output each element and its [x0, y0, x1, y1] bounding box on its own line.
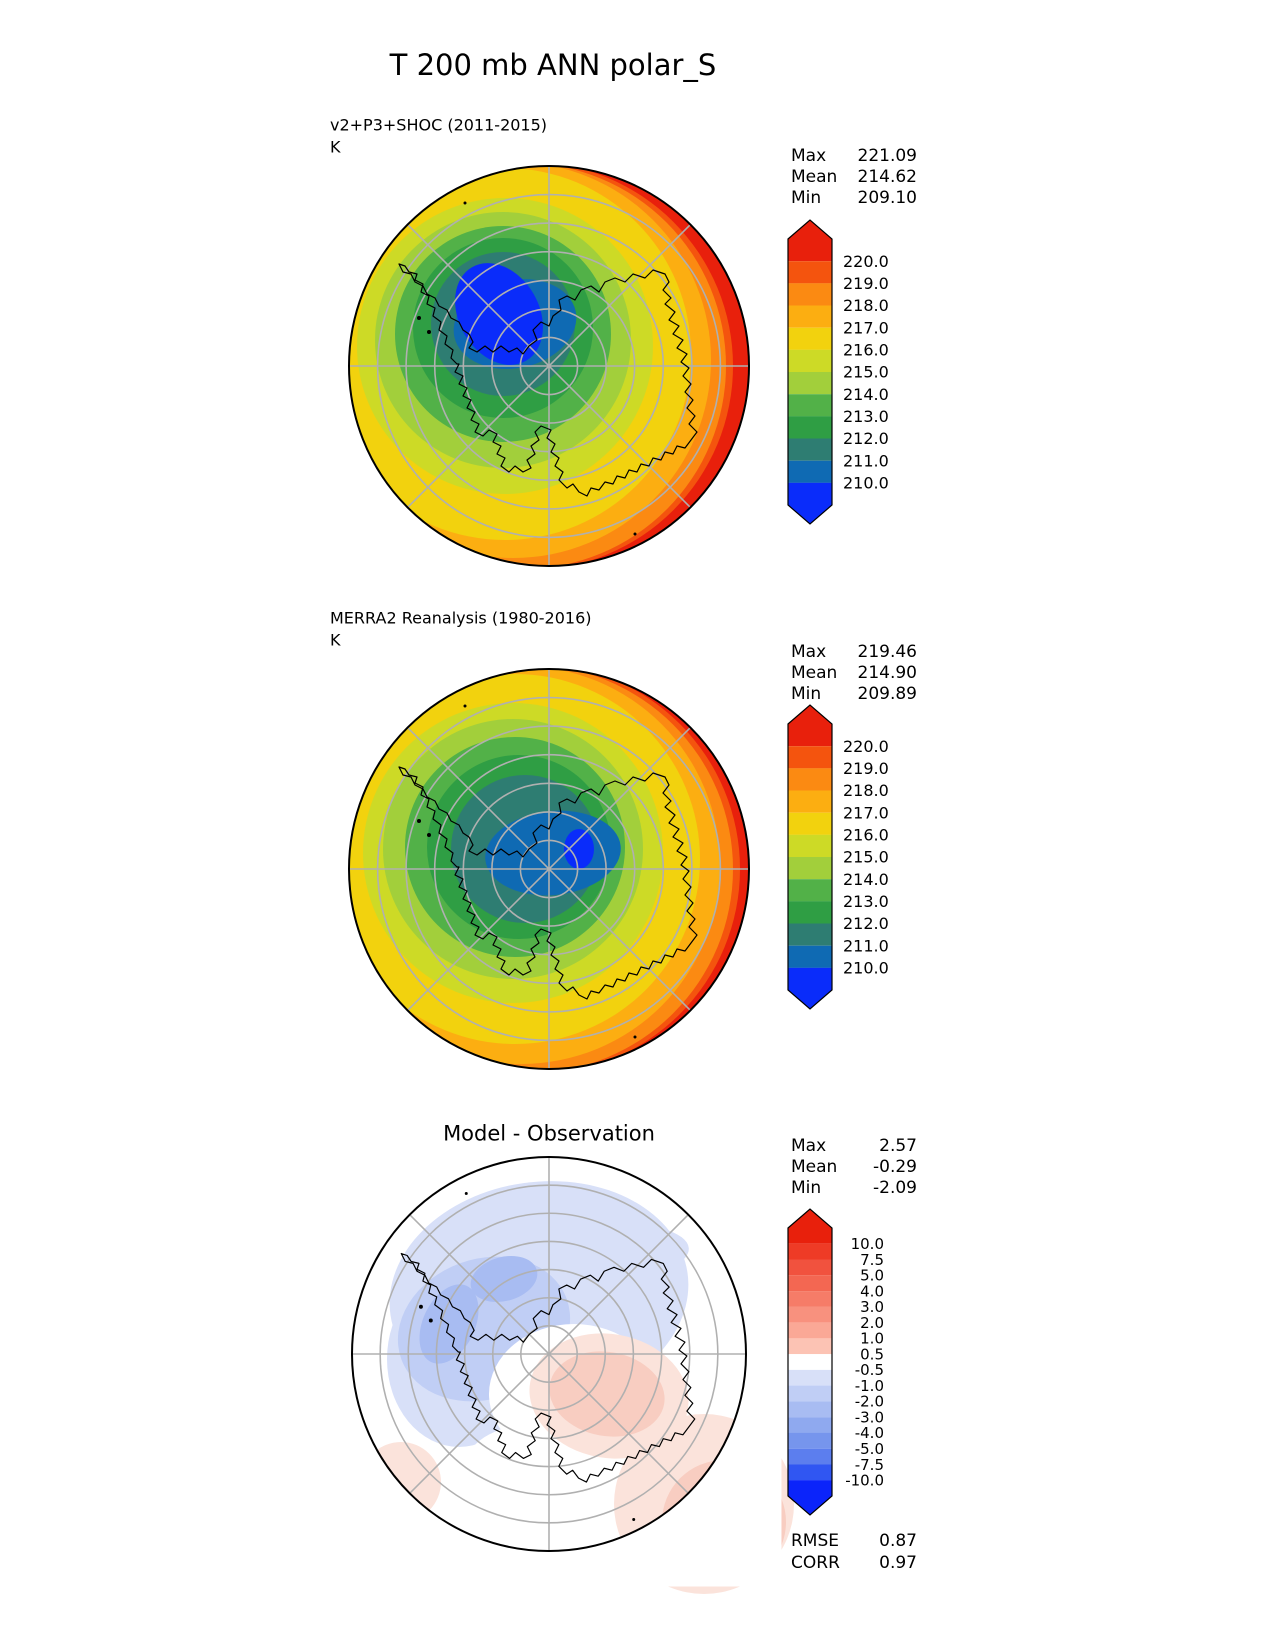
panel2-subtitle: MERRA2 Reanalysis (1980-2016) — [330, 608, 592, 628]
colorbar-band — [788, 1244, 832, 1260]
colorbar-tick-label: -0.5 — [854, 1361, 884, 1380]
colorbar-band — [788, 1323, 832, 1339]
colorbar-band — [788, 1354, 832, 1370]
panel1-units: K — [330, 137, 341, 157]
stat-mean-label: Mean — [791, 166, 838, 187]
colorbar-over-arrow — [788, 705, 832, 724]
colorbar-tick-label: 216.0 — [843, 825, 889, 845]
metric-corr-label: CORR — [791, 1552, 840, 1573]
colorbar-tick-label: 215.0 — [843, 362, 889, 382]
stat-mean-value: 214.90 — [857, 662, 917, 683]
colorbar-tick-label: -7.5 — [854, 1455, 884, 1474]
colorbar-band — [788, 1370, 832, 1386]
stat-min-value: 209.89 — [857, 683, 917, 704]
colorbar-band — [788, 306, 832, 328]
colorbar-band — [788, 1228, 832, 1244]
colorbar-tick-label: 219.0 — [843, 758, 889, 778]
colorbar-band — [788, 1417, 832, 1433]
colorbar-band — [788, 1401, 832, 1417]
colorbar-tick-label: 212.0 — [843, 914, 889, 934]
colorbar-band — [788, 879, 832, 901]
colorbar-tick-label: 220.0 — [843, 251, 889, 271]
colorbar-band — [788, 901, 832, 923]
stat-max-value: 219.46 — [857, 641, 917, 662]
colorbar-tick-label: -2.0 — [854, 1392, 884, 1411]
map-model — [313, 130, 785, 602]
panel2-units: K — [330, 630, 341, 650]
stat-max-value: 221.09 — [857, 145, 917, 166]
stat-min-value: 209.10 — [857, 187, 917, 208]
colorbar-tick-label: -1.0 — [854, 1376, 884, 1395]
colorbar-band — [788, 1449, 832, 1465]
colorbar-tick-label: 216.0 — [843, 340, 889, 360]
colorbar-band — [788, 483, 832, 505]
colorbar-tick-label: 211.0 — [843, 451, 889, 471]
colorbar-band — [788, 1338, 832, 1354]
colorbar-band — [788, 791, 832, 813]
stat-max-label: Max — [791, 1135, 827, 1156]
map-difference — [317, 1122, 794, 1594]
colorbar-tick-label: 2.0 — [860, 1313, 884, 1332]
colorbar-band — [788, 746, 832, 768]
colorbar-band — [788, 813, 832, 835]
colorbar-tick-label: 5.0 — [860, 1266, 884, 1285]
panel1-subtitle: v2+P3+SHOC (2011-2015) — [330, 115, 548, 135]
stat-max-label: Max — [791, 641, 827, 662]
colorbar-tick-label: 214.0 — [843, 384, 889, 404]
colorbar-tick-label: 220.0 — [843, 736, 889, 756]
colorbar-band — [788, 946, 832, 968]
colorbar-band — [788, 239, 832, 261]
colorbar-tick-label: 213.0 — [843, 406, 889, 426]
colorbar-tick-label: 211.0 — [843, 936, 889, 956]
colorbar-tick-label: 0.5 — [860, 1345, 884, 1364]
stat-mean-label: Mean — [791, 662, 838, 683]
colorbar-tick-label: -3.0 — [854, 1408, 884, 1427]
colorbar-band — [788, 857, 832, 879]
figure-title: T 200 mb ANN polar_S — [389, 48, 717, 83]
metric-corr-value: 0.97 — [879, 1552, 917, 1573]
colorbar-band — [788, 924, 832, 946]
colorbar-band — [788, 1307, 832, 1323]
colorbar-band — [788, 350, 832, 372]
colorbar-band — [788, 835, 832, 857]
colorbar-tick-label: 218.0 — [843, 781, 889, 801]
colorbar-tick-label: -4.0 — [854, 1424, 884, 1443]
colorbar-tick-label: 212.0 — [843, 429, 889, 449]
colorbar-tick-label: 215.0 — [843, 847, 889, 867]
colorbar-tick-label: 4.0 — [860, 1282, 884, 1301]
stat-max-label: Max — [791, 145, 827, 166]
colorbar-tick-label: 7.5 — [860, 1250, 884, 1269]
stat-mean-value: -0.29 — [873, 1156, 917, 1177]
metric-rmse-value: 0.87 — [879, 1530, 917, 1551]
colorbar-band — [788, 283, 832, 305]
colorbar-band — [788, 416, 832, 438]
colorbar-band — [788, 1480, 832, 1496]
panel3-subtitle: Model - Observation — [443, 1121, 655, 1146]
colorbar-tick-label: 217.0 — [843, 318, 889, 338]
colorbar-band — [788, 1291, 832, 1307]
colorbar-tick-label: 10.0 — [850, 1235, 884, 1254]
colorbar-band — [788, 1465, 832, 1481]
stat-min-label: Min — [791, 187, 822, 208]
colorbar-tick-label: 217.0 — [843, 803, 889, 823]
stat-min-label: Min — [791, 683, 822, 704]
metric-rmse-label: RMSE — [791, 1530, 840, 1551]
colorbar-over-arrow — [788, 1209, 832, 1228]
colorbar-band — [788, 1275, 832, 1291]
colorbar-band — [788, 724, 832, 746]
colorbar-tick-label: 214.0 — [843, 869, 889, 889]
colorbar-tick-label: -10.0 — [845, 1471, 884, 1490]
colorbar-observation — [788, 705, 889, 1009]
stat-max-value: 2.57 — [879, 1135, 917, 1156]
colorbar-band — [788, 372, 832, 394]
colorbar-tick-label: 219.0 — [843, 273, 889, 293]
colorbar-tick-label: 218.0 — [843, 296, 889, 316]
colorbar-band — [788, 261, 832, 283]
colorbar-band — [788, 461, 832, 483]
colorbar-band — [788, 1433, 832, 1449]
colorbar-tick-label: 3.0 — [860, 1298, 884, 1317]
map-observation — [313, 630, 785, 1105]
colorbar-under-arrow — [788, 1496, 832, 1515]
stat-min-value: -2.09 — [873, 1177, 917, 1198]
colorbar-under-arrow — [788, 990, 832, 1009]
stat-mean-label: Mean — [791, 1156, 838, 1177]
colorbar-tick-label: 213.0 — [843, 891, 889, 911]
colorbar-band — [788, 1260, 832, 1276]
colorbar-band — [788, 328, 832, 350]
colorbar-over-arrow — [788, 220, 832, 239]
colorbar-band — [788, 394, 832, 416]
colorbar-tick-label: -5.0 — [854, 1439, 884, 1458]
colorbar-band — [788, 439, 832, 461]
colorbar-band — [788, 1386, 832, 1402]
colorbar-band — [788, 768, 832, 790]
colorbar-model — [788, 220, 889, 524]
stat-mean-value: 214.62 — [857, 166, 917, 187]
colorbar-tick-label: 210.0 — [843, 958, 889, 978]
colorbar-tick-label: 1.0 — [860, 1329, 884, 1348]
colorbar-band — [788, 968, 832, 990]
stat-min-label: Min — [791, 1177, 822, 1198]
colorbar-difference — [788, 1209, 884, 1515]
colorbar-under-arrow — [788, 505, 832, 524]
colorbar-tick-label: 210.0 — [843, 473, 889, 493]
